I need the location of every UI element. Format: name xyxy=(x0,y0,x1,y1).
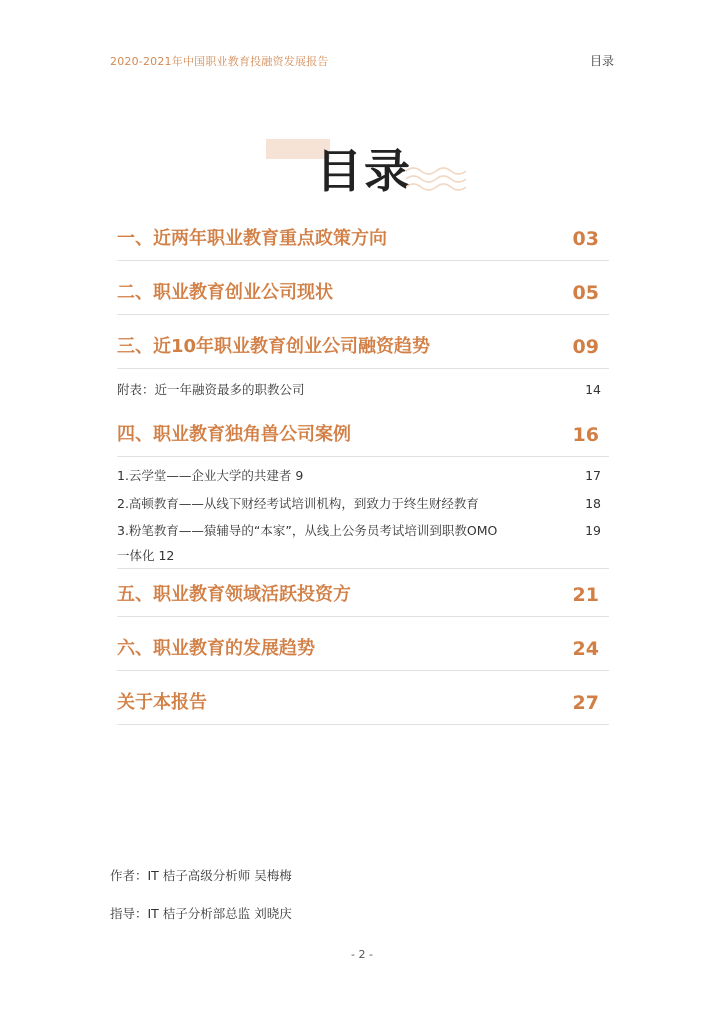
toc-entry-page: 05 xyxy=(572,282,599,304)
toc-entry-section-3[interactable] xyxy=(117,330,609,369)
toc-entry-section-4[interactable] xyxy=(117,418,609,457)
toc-title-block xyxy=(266,135,466,205)
toc-entry-section-5[interactable] xyxy=(117,578,609,617)
toc-entry-label: 四、职业教育独角兽公司案例 xyxy=(117,424,351,445)
toc-entry-label: 一、近两年职业教育重点政策方向 xyxy=(117,228,387,249)
toc-entry-about-report[interactable] xyxy=(117,686,609,725)
wave-decoration-icon xyxy=(406,165,466,195)
toc-entry-subsection-1[interactable] xyxy=(117,466,601,486)
page-title: 目录 xyxy=(316,144,412,198)
toc-entry-page: 27 xyxy=(572,692,599,714)
header-section: 目录 xyxy=(589,54,614,68)
toc-entry-page: 16 xyxy=(572,424,599,446)
toc-entry-label: 五、职业教育领域活跃投资方 xyxy=(117,584,351,605)
toc-entry-label: 关于本报告 xyxy=(117,692,207,713)
toc-entry-label: 1.云学堂——企业大学的共建者 9 xyxy=(117,468,304,483)
toc-entry-label: 附表：近一年融资最多的职教公司 xyxy=(117,382,305,397)
advisor-credit: 指导：IT 桔子分析部总监 刘晓庆 xyxy=(110,906,292,921)
toc-entry-label: 六、职业教育的发展趋势 xyxy=(117,638,315,659)
toc-entry-page: 14 xyxy=(585,382,601,397)
toc-entry-label: 3.粉笔教育——猿辅导的“本家”，从线上公务员考试培训到职教OMO xyxy=(117,523,498,538)
toc-entry-section-1[interactable] xyxy=(117,222,609,261)
toc-entry-page: 18 xyxy=(585,496,601,511)
toc-entry-subsection-2[interactable] xyxy=(117,494,601,514)
toc-entry-subsection-3-continuation: 一体化 12 xyxy=(117,548,175,563)
author-credit: 作者：IT 桔子高级分析师 吴梅梅 xyxy=(110,868,292,883)
toc-entry-page: 24 xyxy=(572,638,599,660)
toc-entry-appendix[interactable] xyxy=(117,380,601,400)
toc-entry-subsection-3[interactable] xyxy=(117,521,601,541)
toc-divider xyxy=(117,568,609,569)
toc-entry-page: 03 xyxy=(572,228,599,250)
toc-entry-page: 19 xyxy=(585,523,601,538)
toc-entry-label: 2.高顿教育——从线下财经考试培训机构，到致力于终生财经教育 xyxy=(117,496,479,511)
page-number: - 2 - xyxy=(351,948,373,961)
header-report-title: 2020-2021年中国职业教育投融资发展报告 xyxy=(110,55,329,68)
toc-entry-section-2[interactable] xyxy=(117,276,609,315)
toc-entry-label: 三、近10年职业教育创业公司融资趋势 xyxy=(117,336,431,357)
toc-entry-page: 09 xyxy=(572,336,599,358)
toc-entry-label: 二、职业教育创业公司现状 xyxy=(117,282,333,303)
toc-entry-page: 21 xyxy=(572,584,599,606)
toc-entry-page: 17 xyxy=(585,468,601,483)
toc-entry-section-6[interactable] xyxy=(117,632,609,671)
